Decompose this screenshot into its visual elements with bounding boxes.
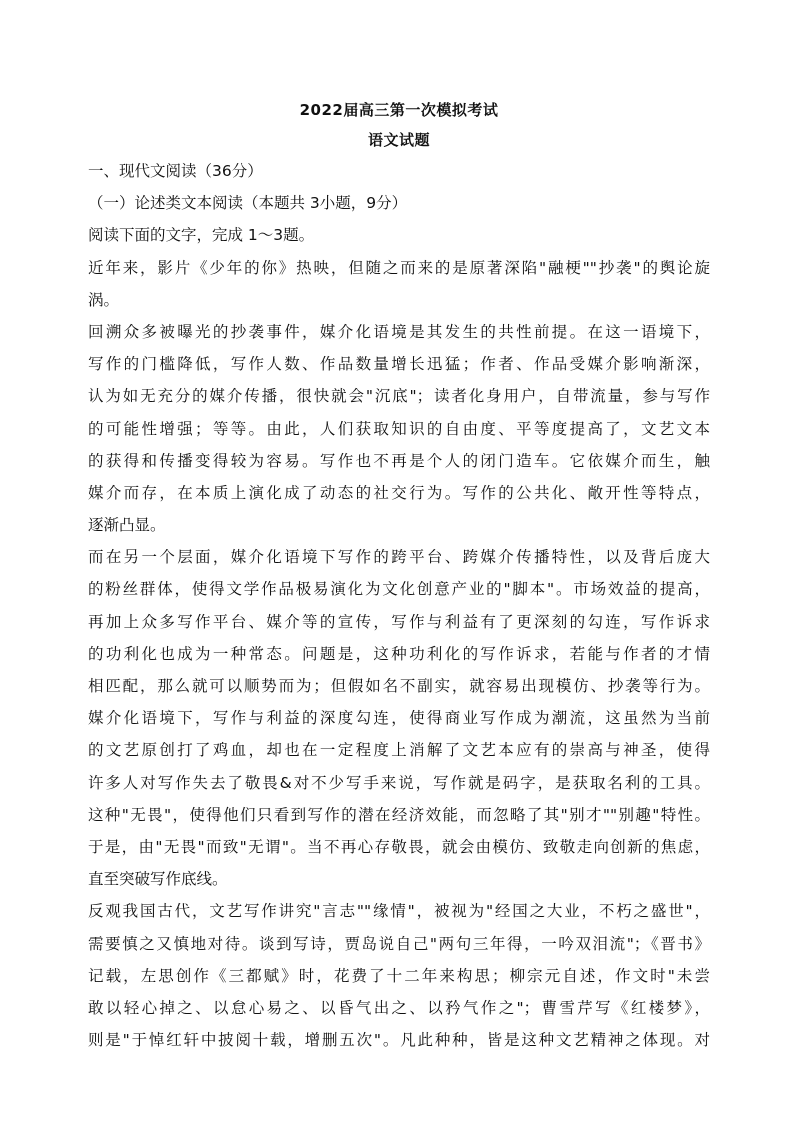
text-line: 相匹配，那么就可以顺势而为；但假如名不副实，就容易出现模仿、抄袭等行为。: [88, 677, 710, 695]
text-line: 敢以轻心掉之、以怠心易之、以昏气出之、以矜气作之"；曹雪芹写《红楼梦》，: [88, 998, 710, 1017]
text-line: 而在另一个层面，媒介化语境下写作的跨平台、跨媒介传播特性，以及背后庞大: [88, 548, 710, 567]
text-line: 近年来，影片《少年的你》热映，但随之而来的是原著深陷"融梗""抄袭"的舆论旋: [88, 258, 710, 277]
text-line: 许多人对写作失去了敬畏&对不少写手来说，写作就是码字，是获取名利的工具。: [88, 773, 710, 792]
document-body: [88, 95, 710, 1056]
text-line: 于是，由"无畏"而致"无谓"。当不再心存敬畏，就会由模仿、致敬走向创新的焦虑，: [88, 837, 710, 856]
text-line: 回溯众多被曝光的抄袭事件，媒介化语境是其发生的共性前提。在这一语境下，: [88, 322, 710, 341]
text-line: 逐渐凸显。: [88, 516, 166, 535]
text-line: 的粉丝群体，使得文学作品极易演化为文化创意产业的"脚本"。市场效益的提高，: [88, 580, 710, 599]
text-line: 这种"无畏"，使得他们只看到写作的潜在经济效能，而忽略了其"别才""别趣"特性。: [88, 805, 710, 824]
text-line: 一、现代文阅读（36分）: [88, 162, 263, 180]
text-line: （一）论述类文本阅读（本题共 3小题，9分）: [88, 194, 408, 213]
text-line: 涡。: [88, 290, 120, 309]
text-line: 直至突破写作底线。: [88, 870, 228, 889]
text-line: 媒介而存，在本质上演化成了动态的社交行为。写作的公共化、敞开性等特点，: [88, 483, 710, 502]
text-line: 反观我国古代，文艺写作讲究"言志""缘情"，被视为"经国之大业，不朽之盛世"，: [88, 902, 710, 921]
text-line: 的文艺原创打了鸡血，却也在一定程度上消解了文艺本应有的崇高与神圣，使得: [88, 741, 710, 760]
text-line: 的获得和传播变得较为容易。写作也不再是个人的闭门造车。它依媒介而生，触: [88, 451, 710, 470]
text-lines: [88, 155, 710, 1056]
text-line: 记载，左思创作《三都赋》时，花费了十二年来构思；柳宗元自述，作文时"未尝: [88, 966, 710, 985]
text-line: 需要慎之又慎地对待。谈到写诗，贾岛说自己"两句三年得，一吟双泪流"；《晋书》: [88, 934, 710, 953]
text-line: 媒介化语境下，写作与利益的深度勾连，使得商业写作成为潮流，这虽然为当前: [88, 709, 710, 728]
text-line: 认为如无充分的媒介传播，很快就会"沉底"；读者化身用户，自带流量，参与写作: [88, 387, 710, 406]
text-line: 阅读下面的文字，完成 1～3题。: [88, 226, 315, 245]
text-line: 写作的门槛降低，写作人数、作品数量增长迅猛；作者、作品受媒介影响渐深，: [88, 355, 710, 374]
text-line: 的功利化也成为一种常态。问题是，这种功利化的写作诉求，若能与作者的才情: [88, 644, 710, 663]
text-line: 则是"于悼红轩中披阅十载，增删五次"。凡此种种，皆是这种文艺精神之体现。对: [88, 1031, 710, 1050]
exam-title: 2022届高三第一次模拟考试: [299, 101, 499, 119]
text-line: 再加上众多写作平台、媒介等的宣传，写作与利益有了更深刻的勾连，写作诉求: [88, 612, 710, 631]
subject-title: 语文试题: [367, 131, 430, 149]
text-line: 的可能性增强；等等。由此，人们获取知识的自由度、平等度提高了，文艺文本: [88, 419, 710, 438]
